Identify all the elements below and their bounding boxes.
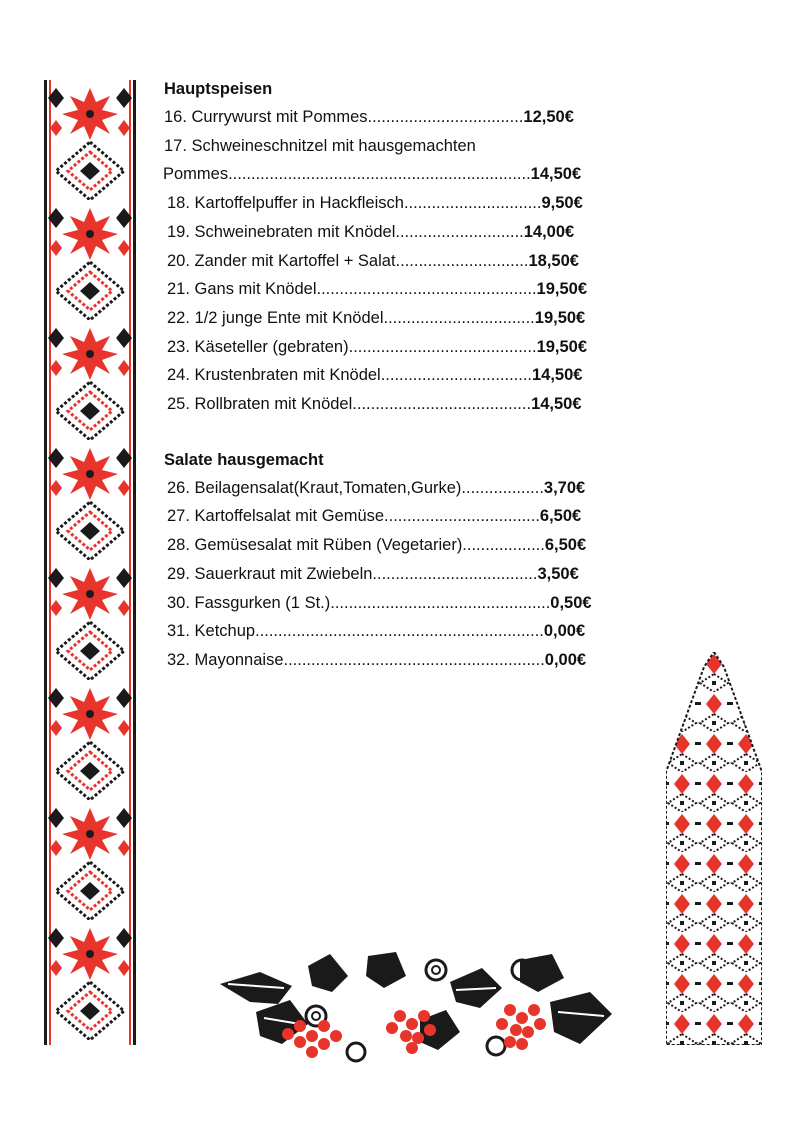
menu-item xyxy=(164,502,664,531)
left-embroidery-border xyxy=(42,80,138,1045)
item-text: 20. Zander mit Kartoffel + Salat............................. xyxy=(167,251,529,270)
item-price: 14,50€ xyxy=(532,366,583,385)
menu-item xyxy=(164,247,664,276)
item-text: 16. Currywurst mit Pommes.................................. xyxy=(164,108,524,126)
item-text: 28. Gemüsesalat mit Rüben (Vegetarier).................. xyxy=(167,536,545,555)
item-price: 14,50€ xyxy=(530,165,582,184)
item-price: 19,50€ xyxy=(536,337,588,356)
item-price: 14,50€ xyxy=(531,395,582,414)
right-embroidery-border xyxy=(666,652,762,1045)
item-text: 19. Schweinebraten mit Knödel............................ xyxy=(167,222,524,241)
menu-item xyxy=(164,390,664,419)
menu-item xyxy=(164,304,664,333)
item-price: 9,50€ xyxy=(541,194,583,213)
menu-item xyxy=(164,474,664,503)
item-text: 27. Kartoffelsalat mit Gemüse.................................. xyxy=(167,507,540,526)
menu-item xyxy=(164,646,664,675)
item-price: 3,50€ xyxy=(537,564,579,583)
item-price: 6,50€ xyxy=(539,507,582,526)
item-text: 25. Rollbraten mit Knödel....................................... xyxy=(167,395,532,414)
section-main-dishes xyxy=(164,78,664,419)
item-text: 23. Käseteller (gebraten)......................................... xyxy=(167,337,537,356)
section-salads xyxy=(164,449,664,675)
menu-item xyxy=(163,160,664,189)
menu-item xyxy=(164,103,664,132)
menu-item xyxy=(164,617,664,646)
menu-item xyxy=(164,531,664,560)
item-text: Pommes.................................................................. xyxy=(163,165,531,184)
item-text: 32. Mayonnaise......................................................... xyxy=(167,650,545,669)
item-text: 30. Fassgurken (1 St.)................................................ xyxy=(167,593,551,612)
menu-item xyxy=(164,275,664,304)
item-text: 26. Beilagensalat(Kraut,Tomaten,Gurke).................. xyxy=(167,478,544,497)
menu-item xyxy=(164,589,664,618)
item-price: 14,00€ xyxy=(523,222,575,241)
item-text: 24. Krustenbraten mit Knödel................................. xyxy=(167,366,532,385)
item-price: 19,50€ xyxy=(536,280,588,299)
item-price: 0,00€ xyxy=(543,622,586,641)
item-price: 0,00€ xyxy=(544,650,587,669)
item-price: 0,50€ xyxy=(550,593,592,612)
item-price: 3,70€ xyxy=(543,478,586,497)
menu-content xyxy=(164,78,664,675)
menu-item xyxy=(164,189,664,218)
menu-item xyxy=(164,560,664,589)
menu-item xyxy=(164,361,664,390)
item-price: 12,50€ xyxy=(523,108,574,126)
item-text: 31. Ketchup............................................................... xyxy=(167,622,544,641)
item-text: 29. Sauerkraut mit Zwiebeln.................................... xyxy=(167,564,538,583)
menu-item xyxy=(164,218,664,247)
section-title: Salate hausgemacht xyxy=(164,450,324,469)
section-title: Hauptspeisen xyxy=(164,80,273,98)
item-price: 18,50€ xyxy=(528,251,579,270)
item-text: 17. Schweineschnitzel mit hausgemachten xyxy=(164,136,476,155)
item-text: 21. Gans mit Knödel................................................ xyxy=(167,280,537,299)
menu-item xyxy=(164,333,664,362)
item-price: 19,50€ xyxy=(534,308,586,327)
menu-item xyxy=(164,132,664,161)
item-text: 18. Kartoffelpuffer in Hackfleisch.............................. xyxy=(167,194,542,213)
viburnum-ornament xyxy=(220,952,612,1070)
item-text: 22. 1/2 junge Ente mit Knödel................................. xyxy=(167,308,535,327)
item-price: 6,50€ xyxy=(544,536,587,555)
